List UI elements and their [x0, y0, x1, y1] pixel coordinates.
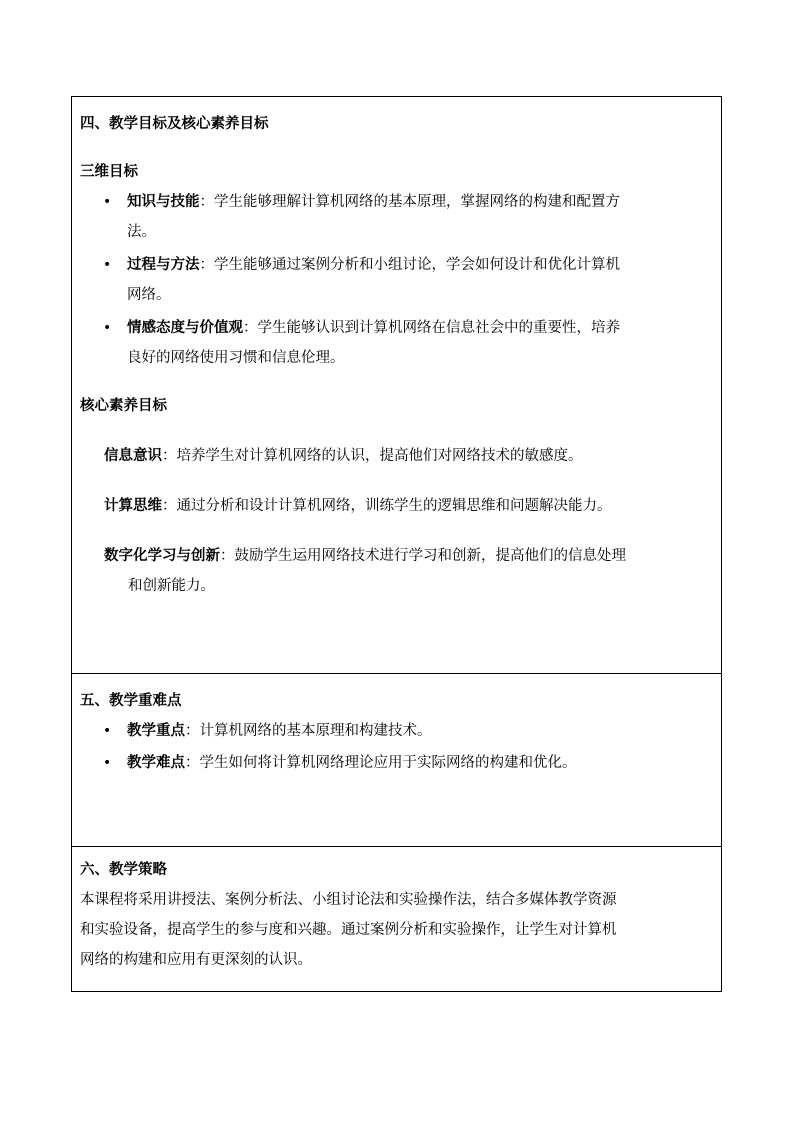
list-item [80, 748, 713, 778]
item-text: ：计算机网络的基本原理和构建技术。 [185, 723, 432, 739]
item-text: ：学生如何将计算机网络理论应用于实际网络的构建和优化。 [185, 755, 577, 771]
item-text: ：学生能够理解计算机网络的基本原理，掌握网络的构建和配置方 [199, 194, 620, 210]
section-title: 六、教学策略 [80, 862, 167, 878]
item-text: ：鼓励学生运用网络技术进行学习和创新，提高他们的信息处理 [220, 548, 626, 564]
list-item [80, 187, 713, 247]
strategy-text [80, 885, 713, 975]
section-cell-objectives [72, 97, 722, 674]
subsection-title-core: 核心素养目标 [80, 398, 167, 414]
section-cell-strategy [72, 847, 722, 992]
strategy-line: 本课程将采用讲授法、案例分析法、小组讨论法和实验操作法，结合多媒体教学资源 [80, 892, 617, 908]
three-dim-list [80, 187, 713, 373]
core-item [80, 441, 713, 471]
item-text: ：通过分析和设计计算机网络，训练学生的逻辑思维和问题解决能力。 [162, 498, 612, 514]
table-row [72, 674, 722, 847]
item-label: 数字化学习与创新 [104, 548, 220, 564]
list-item [80, 716, 713, 746]
item-label: 情感态度与价值观 [127, 320, 243, 336]
item-label: 知识与技能 [127, 194, 200, 210]
item-label: 信息意识 [104, 448, 162, 464]
strategy-line: 和实验设备，提高学生的参与度和兴趣。通过案例分析和实验操作，让学生对计算机 [80, 922, 617, 938]
lesson-plan-table [71, 96, 722, 992]
item-label: 计算思维 [104, 498, 162, 514]
item-text-cont: 网络。 [127, 287, 171, 303]
section-title: 五、教学重难点 [80, 693, 182, 709]
strategy-line: 网络的构建和应用有更深刻的认识。 [80, 952, 312, 968]
list-item [80, 250, 713, 310]
core-item [80, 491, 713, 521]
item-text: ：学生能够认识到计算机网络在信息社会中的重要性，培养 [243, 320, 620, 336]
table-row [72, 847, 722, 992]
key-points-list [80, 716, 713, 778]
section-cell-key-points [72, 674, 722, 847]
item-label: 教学重点 [127, 723, 185, 739]
core-item [80, 541, 713, 601]
section-title: 四、教学目标及核心素养目标 [80, 116, 269, 132]
item-text-cont: 法。 [127, 224, 156, 240]
item-label: 教学难点 [127, 755, 185, 771]
item-text-cont: 良好的网络使用习惯和信息伦理。 [127, 350, 345, 366]
subsection-title-three-dim: 三维目标 [80, 164, 138, 180]
list-item [80, 313, 713, 373]
item-label: 过程与方法 [127, 257, 200, 273]
item-text-cont: 和创新能力。 [128, 578, 215, 594]
item-text: ：培养学生对计算机网络的认识，提高他们对网络技术的敏感度。 [162, 448, 583, 464]
item-text: ：学生能够通过案例分析和小组讨论，学会如何设计和优化计算机 [199, 257, 620, 273]
table-row [72, 97, 722, 674]
